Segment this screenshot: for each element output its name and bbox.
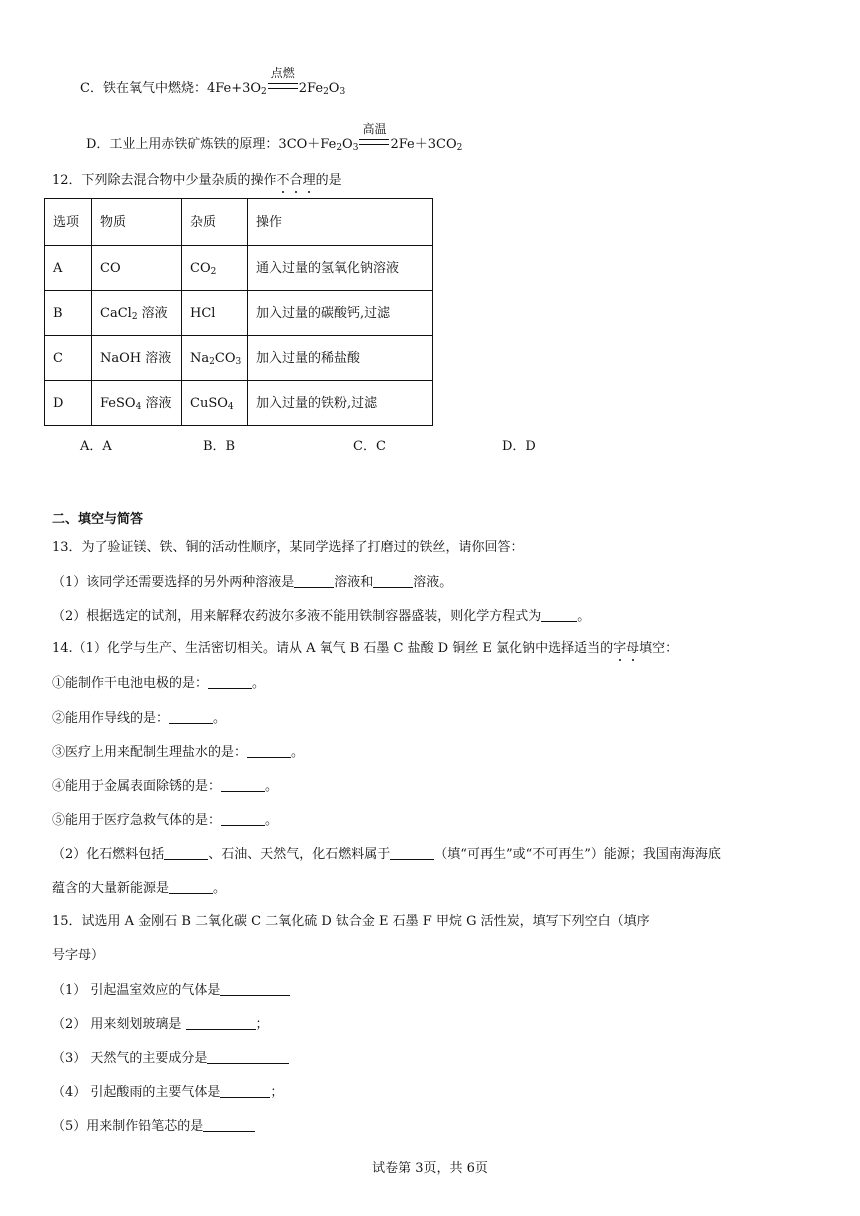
answer-blank[interactable] — [221, 779, 265, 792]
table-row: C NaOH 溶液 $Na_2CO_3$ 加入过量的稀盐酸 — [45, 336, 433, 381]
answer-blank[interactable] — [203, 1119, 255, 1132]
q14-item-5: ⑤能用于医疗急救气体的是： 。 — [52, 813, 279, 828]
q12-stem: 12．下列除去混合物中少量杂质的操作不合理的是 — [52, 173, 342, 188]
q15-item-5: （5）用来制作铅笔芯的是 — [52, 1119, 255, 1133]
q12-options-table — [44, 198, 433, 426]
q14-part2-line1: （2）化石燃料包括 、石油、天然气，化石燃料属于 （填“可再生”或“不可再生”）能源；我国南海海底 — [52, 847, 721, 862]
q14-stem: 14.（1）化学与生产、生活密切相关。请从 A 氧气 B 石墨 C 盐酸 D 铜丝 E 氯化钠中选择适当的字母填空： — [52, 641, 679, 656]
q13-stem: 13．为了验证镁、铁、铜的活动性顺序，某同学选择了打磨过的铁丝，请你回答： — [52, 540, 524, 555]
q14-item-4: ④能用于金属表面除锈的是： 。 — [52, 779, 279, 794]
q13-part2: （2）根据选定的试剂，用来解释农药波尔多液不能用铁制容器盛装，则化学方程式为 。 — [52, 609, 591, 624]
answer-blank[interactable] — [541, 609, 577, 622]
q11-option-d: D．工业上用赤铁矿炼铁的原理：$3CO+Fe_2O_3$ 高温 $2Fe+3CO_2$ — [86, 122, 463, 153]
q12-choice-d[interactable]: D．D — [502, 439, 536, 454]
q11-option-c: C．铁在氧气中燃烧：$4Fe+3O_2$ 点燃 $2Fe_2O_3$ — [80, 66, 346, 97]
table-row: B CaCl$_2$ 溶液 HCl 加入过量的碳酸钙,过滤 — [45, 291, 433, 336]
table-header-row — [45, 199, 433, 246]
answer-blank[interactable] — [207, 1051, 289, 1064]
answer-blank[interactable] — [186, 1017, 256, 1030]
answer-blank[interactable] — [169, 711, 213, 724]
answer-blank[interactable] — [220, 983, 290, 996]
header-cell: 选项 — [45, 199, 92, 246]
header-cell: 物质 — [92, 199, 182, 246]
page-footer: 试卷第 3页，共 6页 — [372, 1161, 488, 1176]
q12-choice-b[interactable]: B．B — [203, 439, 236, 454]
q15-item-2: （2） 用来刻划玻璃是 ； — [52, 1017, 269, 1032]
header-cell: 杂质 — [182, 199, 248, 246]
reaction-condition-ignite: 点燃 — [268, 82, 298, 95]
q14-part2-line2: 蕴含的大量新能源是 。 — [52, 881, 227, 896]
answer-blank[interactable] — [390, 847, 434, 860]
q15-item-3: （3） 天然气的主要成分是 — [52, 1051, 289, 1065]
q12-choice-a[interactable]: A．A — [80, 439, 112, 454]
reaction-condition-high-temp: 高温 — [359, 138, 389, 151]
answer-blank[interactable] — [208, 676, 252, 689]
answer-blank[interactable] — [373, 575, 413, 588]
q14-item-1: ①能制作干电池电极的是： 。 — [52, 676, 266, 691]
q15-stem-line1: 15．试选用 A 金刚石 B 二氧化碳 C 二氧化硫 D 钛合金 E 石墨 F 甲烷 G 活性炭，填写下列空白（填序 — [52, 914, 650, 929]
header-cell: 操作 — [248, 199, 433, 246]
table-row: A CO $CO_2$ 通入过量的氢氧化钠溶液 — [45, 246, 433, 291]
answer-blank[interactable] — [220, 1085, 270, 1098]
q15-stem-line2: 号字母） — [52, 948, 105, 963]
q15-item-4: （4） 引起酸雨的主要气体是 ； — [52, 1085, 284, 1100]
answer-blank[interactable] — [169, 881, 213, 894]
q14-item-2: ②能用作导线的是： 。 — [52, 711, 227, 726]
table-row: D FeSO$_4$ 溶液 CuSO$_4$ 加入过量的铁粉,过滤 — [45, 381, 433, 426]
answer-blank[interactable] — [247, 745, 291, 758]
section-heading: 二、填空与简答 — [52, 512, 144, 527]
q14-item-3: ③医疗上用来配制生理盐水的是： 。 — [52, 745, 305, 760]
answer-blank[interactable] — [164, 847, 208, 860]
q15-item-1: （1） 引起温室效应的气体是 — [52, 983, 290, 997]
q13-part1: （1）该同学还需要选择的另外两种溶液是 溶液和 溶液。 — [52, 575, 453, 590]
answer-blank[interactable] — [294, 575, 334, 588]
answer-blank[interactable] — [221, 813, 265, 826]
q12-choice-c[interactable]: C．C — [353, 439, 386, 454]
